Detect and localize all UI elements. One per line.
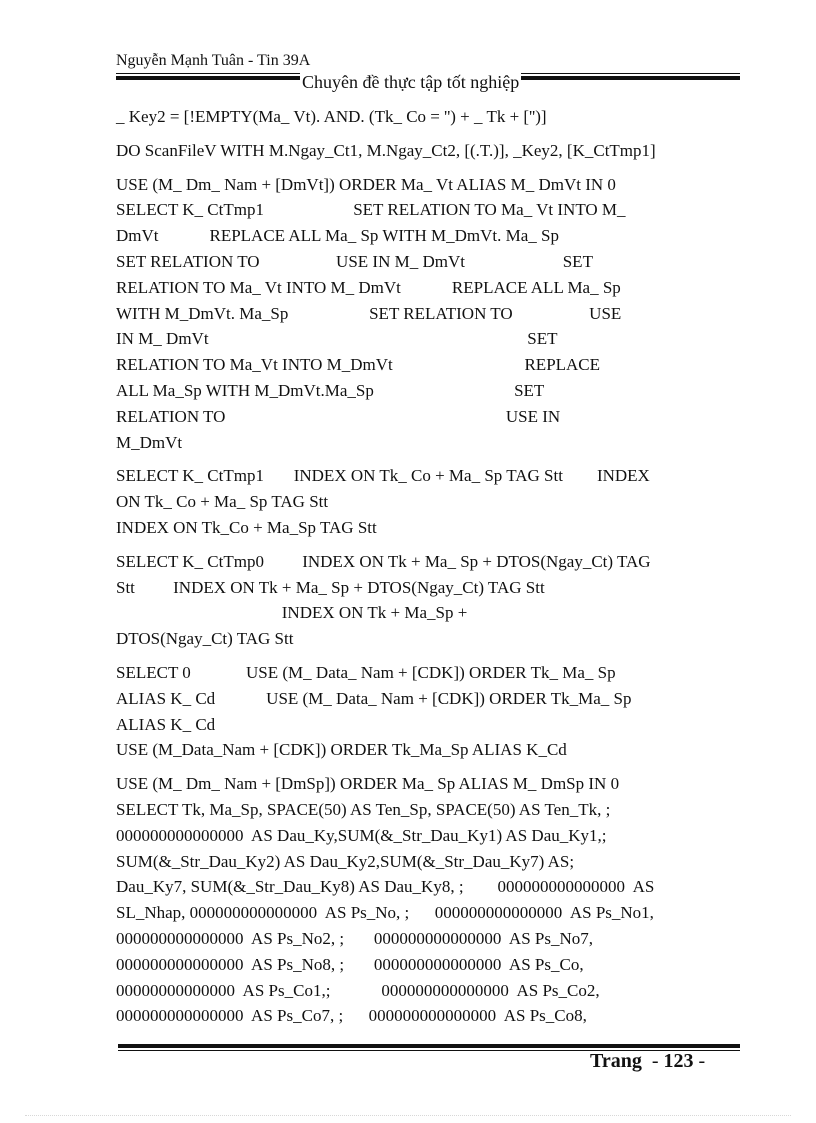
code-line: _ Key2 = [!EMPTY(Ma_ Vt). AND. (Tk_ Co = '') + _ Tk + ['')] [116, 107, 547, 126]
code-line: SELECT Tk, Ma_Sp, SPACE(50) AS Ten_Sp, SPACE(50) AS Ten_Tk, ; [116, 799, 611, 819]
code-line: USE (M_ Dm_ Nam + [DmVt]) ORDER Ma_ Vt ALIAS M_ DmVt IN 0 [116, 174, 616, 194]
code-line: DTOS(Ngay_Ct) TAG Stt [116, 629, 294, 649]
code-line: 000000000000000 AS Ps_No2, ; 000000000000000 AS Ps_No7, [116, 928, 594, 948]
page-bottom-dots [25, 1115, 791, 1116]
code-line: SL_Nhap, 000000000000000 AS Ps_No, ; 000000000000000 AS Ps_No1, [116, 903, 654, 923]
document-body [116, 104, 730, 1037]
header-author: Nguyễn Mạnh Tuân - Tin 39A [116, 52, 311, 69]
code-line: RELATION TO Ma_Vt INTO M_DmVt REPLACE [116, 355, 601, 375]
code-paragraph [116, 138, 730, 164]
code-line: WITH M_DmVt. Ma_Sp SET RELATION TO USE [116, 303, 622, 323]
page-label: Trang [590, 1050, 642, 1072]
code-line: 000000000000000 AS Ps_No8, ; 000000000000000 AS Ps_Co, [116, 954, 584, 974]
code-line: RELATION TO USE IN [116, 406, 561, 426]
code-line: Stt INDEX ON Tk + Ma_ Sp + DTOS(Ngay_Ct) TAG Stt [116, 577, 545, 597]
page-number-value: 123 [663, 1050, 694, 1072]
page-number: Trang - 123 - [590, 1050, 706, 1072]
code-line: SUM(&_Str_Dau_Ky2) AS Dau_Ky2,SUM(&_Str_Dau_Ky7) AS; [116, 851, 575, 871]
code-line: ALIAS K_ Cd [116, 714, 216, 734]
code-line: USE (M_ Dm_ Nam + [DmSp]) ORDER Ma_ Sp ALIAS M_ DmSp IN 0 [116, 774, 620, 794]
code-paragraph [116, 172, 730, 456]
code-line: ALIAS K_ Cd USE (M_ Data_ Nam + [CDK]) ORDER Tk_Ma_ Sp [116, 688, 632, 708]
footer-rule-thick [118, 1044, 740, 1048]
code-line: 000000000000000 AS Dau_Ky,SUM(&_Str_Dau_Ky1) AS Dau_Ky1,; [116, 825, 607, 845]
code-line: RELATION TO Ma_ Vt INTO M_ DmVt REPLACE ALL Ma_ Sp [116, 277, 621, 297]
code-line: INDEX ON Tk_Co + Ma_Sp TAG Stt [116, 517, 377, 537]
code-line: DmVt REPLACE ALL Ma_ Sp WITH M_DmVt. Ma_ Sp [116, 226, 559, 246]
code-paragraph [116, 660, 730, 763]
code-line: DO ScanFileV WITH M.Ngay_Ct1, M.Ngay_Ct2, [(.T.)], _Key2, [K_CtTmp1] [116, 140, 656, 160]
code-line: M_DmVt [116, 432, 183, 452]
code-line: 000000000000000 AS Ps_Co7, ; 000000000000000 AS Ps_Co8, [116, 1006, 587, 1026]
code-line: IN M_ DmVt SET [116, 329, 558, 349]
code-line: ALL Ma_Sp WITH M_DmVt.Ma_Sp SET [116, 380, 545, 400]
code-line: 00000000000000 AS Ps_Co1,; 000000000000000 AS Ps_Co2, [116, 980, 600, 1000]
code-line: SELECT 0 USE (M_ Data_ Nam + [CDK]) ORDER Tk_ Ma_ Sp [116, 662, 616, 682]
code-paragraph [116, 549, 730, 652]
code-line: ON Tk_ Co + Ma_ Sp TAG Stt [116, 492, 329, 512]
code-paragraph [116, 104, 730, 130]
code-line: SET RELATION TO USE IN M_ DmVt SET [116, 251, 593, 271]
header-topic: Chuyên đề thực tập tốt nghiệp [302, 72, 520, 92]
code-line: SELECT K_ CtTmp0 INDEX ON Tk + Ma_ Sp + DTOS(Ngay_Ct) TAG [116, 551, 651, 571]
code-line: SELECT K_ CtTmp1 INDEX ON Tk_ Co + Ma_ Sp TAG Stt INDEX [116, 466, 650, 486]
code-line: USE (M_Data_Nam + [CDK]) ORDER Tk_Ma_Sp ALIAS K_Cd [116, 740, 567, 760]
code-paragraph [116, 463, 730, 540]
code-line: INDEX ON Tk + Ma_Sp + [116, 603, 468, 623]
code-line: Dau_Ky7, SUM(&_Str_Dau_Ky8) AS Dau_Ky8, ; 000000000000000 AS [116, 877, 655, 897]
code-line: SELECT K_ CtTmp1 SET RELATION TO Ma_ Vt INTO M_ [116, 200, 626, 220]
code-paragraph [116, 771, 730, 1029]
